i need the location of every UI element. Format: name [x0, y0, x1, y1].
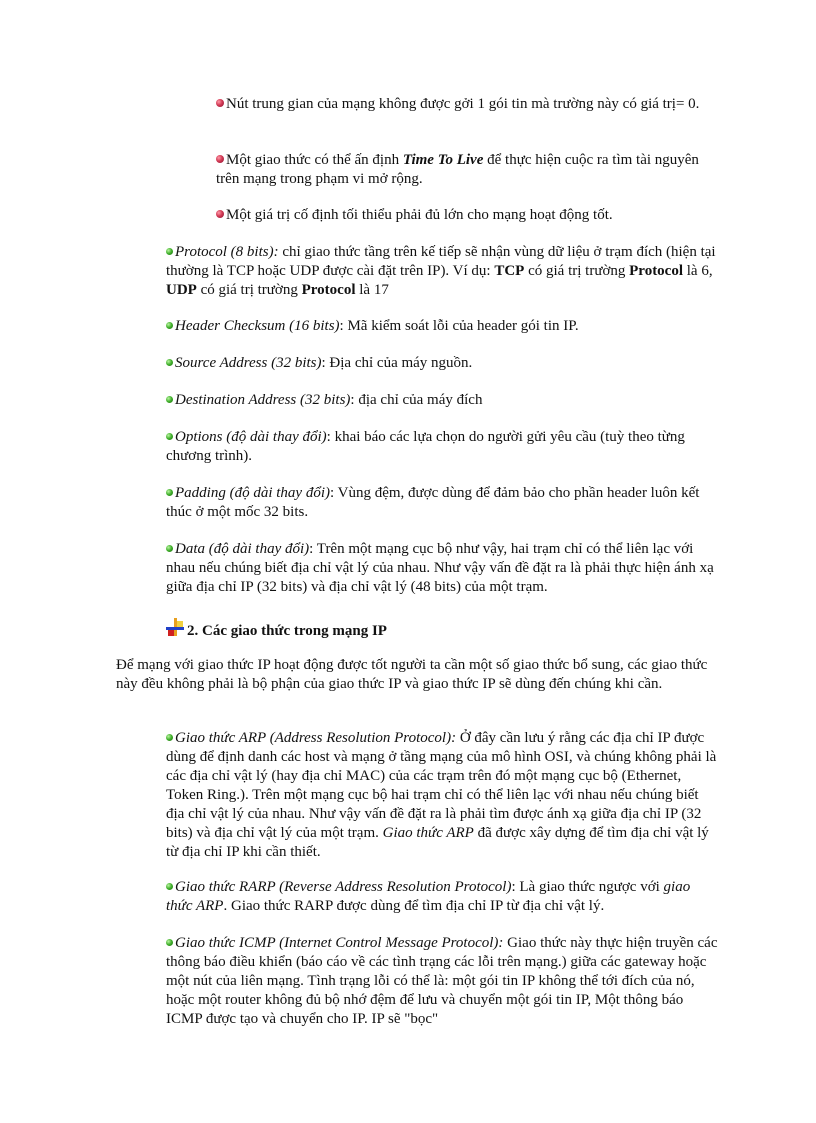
- padding-field: Padding (độ dài thay đổi): Vùng đệm, được dùng để đảm bảo cho phần header luôn kết thúc ở một mốc 32 bits.: [166, 485, 700, 520]
- green-bullet-icon: [166, 489, 173, 496]
- red-bullet-icon: [216, 155, 224, 163]
- green-bullet-icon: [166, 433, 173, 440]
- intro-paragraph: Để mạng với giao thức IP hoạt động được tốt người ta cần một số giao thức bổ sung, các giao thức này đều không phải là bộ phận của giao thức IP và giao thức IP sẽ dùng đến chúng khi cần.: [116, 657, 708, 692]
- arp-paragraph: Giao thức ARP (Address Resolution Protocol): Ở đây cần lưu ý rằng các địa chỉ IP được dùng để định danh các host và mạng ở tầng mạng của mô hình OSI, và chúng không phải là các địa chỉ vật lý (hay địa chỉ MAC) của các trạm trên đó một mạng cục bộ (Ethernet, Token Ring.). Trên một mạng cục bộ hai trạm chỉ có thể liên lạc với nhau nếu chúng biết địa chỉ vật lý của nhau. Như vậy vấn đề đặt ra là phải tìm được ánh xạ giữa địa chỉ IP (32 bits) và địa chỉ vật lý của một trạm. Giao thức ARP đã được xây dựng để tìm địa chỉ vật lý từ địa chỉ IP khi cần thiết.: [166, 730, 717, 860]
- rarp-paragraph: Giao thức RARP (Reverse Address Resolution Protocol): Là giao thức ngược với giao thức ARP. Giao thức RARP được dùng để tìm địa chỉ IP từ địa chỉ vật lý.: [166, 879, 691, 914]
- green-bullet-icon: [166, 248, 173, 255]
- ttl-note-2: Một giao thức có thể ấn định Time To Live để thực hiện cuộc ra tìm tài nguyên trên mạng trong phạm vi mở rộng.: [216, 152, 699, 187]
- destination-address-field: Destination Address (32 bits): địa chỉ của máy đích: [166, 391, 718, 410]
- green-bullet-icon: [166, 396, 173, 403]
- green-bullet-icon: [166, 939, 173, 946]
- icmp-paragraph: Giao thức ICMP (Internet Control Message Protocol): Giao thức này thực hiện truyền các thông báo điều khiển (báo cáo về các tình trạng các lỗi trên mạng.) giữa các gateway hoặc một nút của liên mạng. Tình trạng lỗi có thể là: một gói tin IP không thể tới đích của nó, hoặc một router không đủ bộ nhớ đệm để lưu và chuyển một gói tin IP, Một thông báo ICMP được tạo và chuyển cho IP. IP sẽ "bọc": [166, 935, 718, 1027]
- green-bullet-icon: [166, 734, 173, 741]
- ttl-note-3: Một giá trị cố định tối thiểu phải đủ lớn cho mạng hoạt động tốt.: [216, 206, 716, 225]
- red-bullet-icon: [216, 99, 224, 107]
- section-heading: 2. Các giao thức trong mạng IP: [166, 618, 718, 641]
- checksum-field: Header Checksum (16 bits): Mã kiểm soát lỗi của header gói tin IP.: [166, 317, 718, 336]
- options-field: Options (độ dài thay đổi): khai báo các lựa chọn do người gửi yêu cầu (tuỳ theo từng chương trình).: [166, 429, 685, 464]
- cross-graphic-icon: [166, 618, 186, 638]
- source-address-field: Source Address (32 bits): Địa chỉ của máy nguồn.: [166, 354, 718, 373]
- green-bullet-icon: [166, 322, 173, 329]
- red-bullet-icon: [216, 210, 224, 218]
- protocol-field: Protocol (8 bits): chỉ giao thức tầng trên kế tiếp sẽ nhận vùng dữ liệu ở trạm đích (hiện tại thường là TCP hoặc UDP được cài đặt trên IP). Ví dụ: TCP có giá trị trường Protocol là 6, UDP có giá trị trường Protocol là 17: [166, 244, 716, 298]
- green-bullet-icon: [166, 883, 173, 890]
- data-field: Data (độ dài thay đổi): Trên một mạng cục bộ như vậy, hai trạm chỉ có thể liên lạc với nhau nếu chúng biết địa chỉ vật lý của nhau. Như vậy vấn đề đặt ra là phải thực hiện ánh xạ giữa địa chỉ IP (32 bits) và địa chỉ vật lý (48 bits) của một trạm.: [166, 541, 714, 595]
- green-bullet-icon: [166, 359, 173, 366]
- green-bullet-icon: [166, 545, 173, 552]
- ttl-note-1: Nút trung gian của mạng không được gởi 1 gói tin mà trường này có giá trị= 0.: [216, 95, 716, 114]
